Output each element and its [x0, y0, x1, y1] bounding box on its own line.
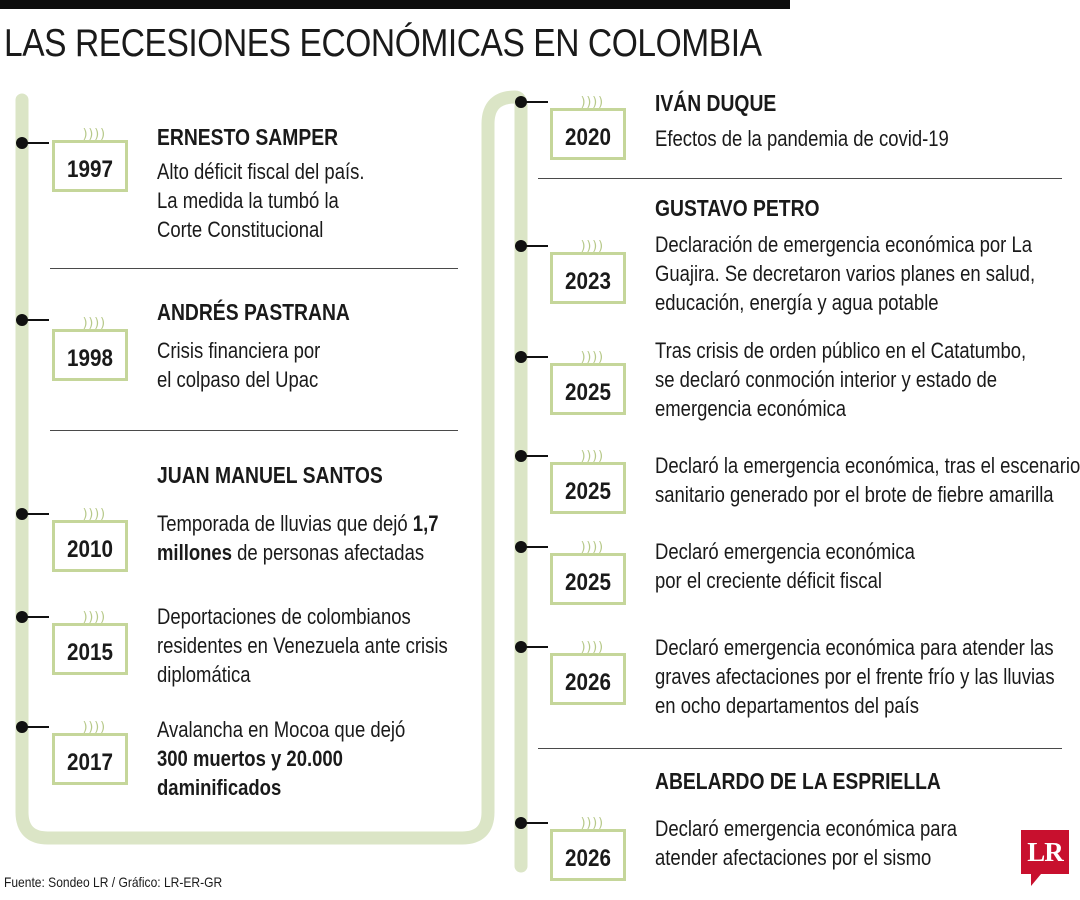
description-line: graves afectaciones por el frente frío y las lluvias — [655, 664, 1055, 689]
calendar-icon — [550, 540, 626, 605]
event-description — [157, 715, 405, 802]
event-description — [157, 509, 439, 567]
timeline-marker — [515, 641, 527, 653]
description-line — [157, 773, 405, 802]
event-description — [157, 336, 320, 394]
calendar-rings-icon: )))) — [81, 610, 105, 625]
calendar-rings-icon: )))) — [579, 350, 603, 365]
event-description — [157, 602, 448, 689]
event-year: 2026 — [565, 669, 611, 696]
president-name: JUAN MANUEL SANTOS — [157, 462, 383, 488]
description-line: Declaró emergencia económica — [655, 539, 915, 564]
description-line — [157, 715, 405, 744]
event-year: 2025 — [565, 478, 611, 505]
calendar-rings-icon: )))) — [81, 127, 105, 142]
description-line: diplomática — [157, 662, 251, 687]
description-line: Declaró la emergencia económica, tras el escenario — [655, 453, 1080, 478]
timeline-marker — [515, 351, 527, 363]
event-description — [655, 124, 949, 153]
event-year: 1997 — [67, 156, 113, 183]
event-year: 2020 — [565, 124, 611, 151]
description-line: en ocho departamentos del país — [655, 693, 920, 718]
highlight-text: daminificados — [157, 775, 282, 800]
description-line: educación, energía y agua potable — [655, 290, 939, 315]
president-name: ANDRÉS PASTRANA — [157, 299, 350, 325]
president-name: GUSTAVO PETRO — [655, 195, 820, 221]
description-line: Declaración de emergencia económica por La — [655, 232, 1033, 257]
timeline-marker — [515, 817, 527, 829]
event-description — [157, 157, 364, 244]
description-line — [157, 538, 439, 567]
calendar-icon — [52, 127, 128, 192]
event-description — [655, 451, 1080, 509]
event-year: 1998 — [67, 345, 113, 372]
calendar-icon — [52, 507, 128, 572]
event-description — [655, 230, 1035, 317]
timeline-marker — [515, 96, 527, 108]
timeline-marker — [515, 240, 527, 252]
highlight-text: 1,7 — [412, 511, 439, 536]
description-line: sanitario generado por el brote de fiebre amarilla — [655, 482, 1054, 507]
description-line: atender afectaciones por el sismo — [655, 845, 932, 870]
timeline-marker — [16, 611, 28, 623]
plain-text: de personas afectadas — [231, 540, 425, 565]
president-name: ABELARDO DE LA ESPRIELLA — [655, 768, 941, 794]
description-line: Guajira. Se decretaron varios planes en salud, — [655, 261, 1036, 286]
calendar-icon — [550, 816, 626, 881]
description-line: residentes en Venezuela ante crisis — [157, 633, 448, 658]
description-line: Crisis financiera por — [157, 338, 321, 363]
section-divider — [50, 430, 458, 431]
calendar-rings-icon: )))) — [579, 540, 603, 555]
description-line: Declaró emergencia económica para atender las — [655, 635, 1054, 660]
event-description — [655, 336, 1026, 423]
description-line: Declaró emergencia económica para — [655, 816, 958, 841]
event-year: 2015 — [67, 639, 113, 666]
event-description — [655, 814, 957, 872]
description-line: La medida la tumbó la — [157, 188, 339, 213]
calendar-rings-icon: )))) — [579, 95, 603, 110]
timeline-marker — [16, 721, 28, 733]
event-year: 2025 — [565, 569, 611, 596]
calendar-rings-icon: )))) — [579, 816, 603, 831]
highlight-text: 300 muertos y 20.000 — [157, 746, 343, 771]
calendar-rings-icon: )))) — [579, 640, 603, 655]
calendar-rings-icon: )))) — [81, 720, 105, 735]
event-year: 2025 — [565, 379, 611, 406]
timeline-marker — [16, 137, 28, 149]
description-line: emergencia económica — [655, 396, 847, 421]
event-year: 2023 — [565, 268, 611, 295]
description-line — [157, 744, 405, 773]
section-divider — [538, 748, 1062, 749]
calendar-icon — [550, 239, 626, 304]
description-line: se declaró conmoción interior y estado de — [655, 367, 998, 392]
calendar-rings-icon: )))) — [579, 449, 603, 464]
president-name: ERNESTO SAMPER — [157, 124, 339, 150]
plain-text: Avalancha en Mocoa que dejó — [157, 717, 406, 742]
calendar-icon — [550, 640, 626, 705]
calendar-rings-icon: )))) — [81, 316, 105, 331]
description-line: el colpaso del Upac — [157, 367, 319, 392]
event-year: 2010 — [67, 536, 113, 563]
event-year: 2026 — [565, 845, 611, 872]
timeline-marker — [16, 508, 28, 520]
calendar-icon — [550, 350, 626, 415]
event-description — [655, 537, 915, 595]
calendar-rings-icon: )))) — [81, 507, 105, 522]
source-note: Fuente: Sondeo LR / Gráfico: LR-ER-GR — [4, 874, 223, 890]
timeline-marker — [515, 541, 527, 553]
section-divider — [538, 178, 1062, 179]
description-line: Corte Constitucional — [157, 217, 324, 242]
calendar-rings-icon: )))) — [579, 239, 603, 254]
page-title: LAS RECESIONES ECONÓMICAS EN COLOMBIA — [4, 22, 762, 65]
president-name: IVÁN DUQUE — [655, 90, 777, 116]
timeline-marker — [16, 314, 28, 326]
section-divider — [50, 268, 458, 269]
event-description — [655, 633, 1055, 720]
lr-logo: LR — [1021, 830, 1069, 874]
calendar-icon — [550, 95, 626, 160]
description-line: Deportaciones de colombianos — [157, 604, 411, 629]
description-line: por el creciente déficit fiscal — [655, 568, 882, 593]
description-line — [157, 509, 439, 538]
description-line: Efectos de la pandemia de covid-19 — [655, 126, 949, 151]
calendar-icon — [52, 720, 128, 785]
timeline-marker — [515, 450, 527, 462]
calendar-icon — [52, 316, 128, 381]
plain-text: Temporada de lluvias que dejó — [157, 511, 413, 536]
calendar-icon — [550, 449, 626, 514]
calendar-icon — [52, 610, 128, 675]
description-line: Tras crisis de orden público en el Catatumbo, — [655, 338, 1027, 363]
highlight-text: millones — [157, 540, 232, 565]
description-line: Alto déficit fiscal del país. — [157, 159, 365, 184]
event-year: 2017 — [67, 749, 113, 776]
